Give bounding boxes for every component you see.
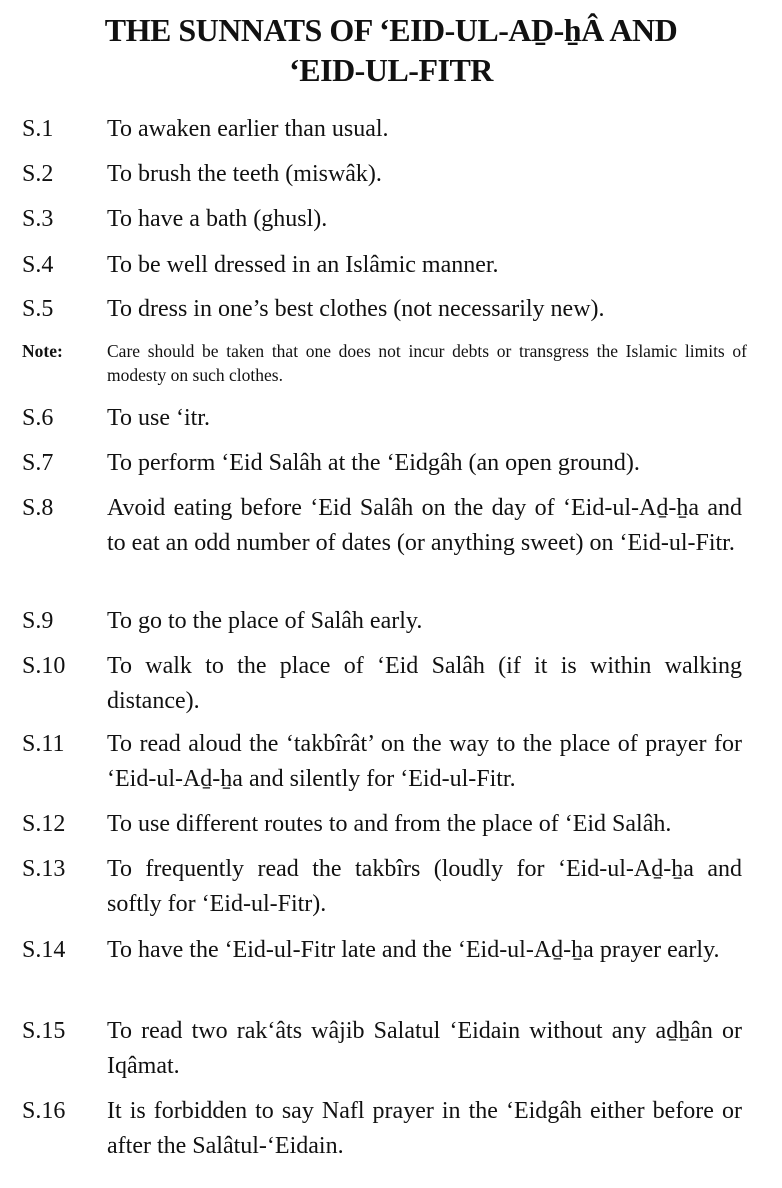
sunnat-item-8 bbox=[0, 491, 782, 561]
item-text: To go to the place of Salâh early. bbox=[107, 608, 423, 634]
sunnat-item-10 bbox=[0, 649, 782, 719]
item-number: S.14 bbox=[22, 937, 66, 963]
item-text: It is forbidden to say Nafl prayer in the ‘Eidgâh either before or after the Salâtul-‘Eidain. bbox=[107, 1098, 742, 1159]
item-text: To read aloud the ‘takbîrât’ on the way to the place of prayer for ‘Eid-ul-Aḏ-ẖa and silently for ‘Eid-ul-Fitr. bbox=[107, 731, 742, 792]
sunnat-item-4 bbox=[0, 248, 782, 283]
title-line-1: THE SUNNATS OF ‘EID-UL-AḎ-ẖÂ AND bbox=[104, 12, 678, 48]
sunnat-item-5 bbox=[0, 292, 782, 327]
item-text: To have the ‘Eid-ul-Fitr late and the ‘Eid-ul-Aḏ-ẖa prayer early. bbox=[107, 937, 720, 963]
item-number: S.8 bbox=[22, 495, 54, 521]
item-number: S.10 bbox=[22, 653, 66, 679]
sunnat-item-14 bbox=[0, 933, 782, 968]
sunnat-item-15 bbox=[0, 1014, 782, 1084]
item-text: To frequently read the takbîrs (loudly for ‘Eid-ul-Aḏ-ẖa and softly for ‘Eid-ul-Fitr). bbox=[107, 856, 742, 917]
sunnat-item-2 bbox=[0, 157, 782, 192]
sunnat-item-9 bbox=[0, 604, 782, 639]
sunnat-item-16 bbox=[0, 1094, 782, 1164]
item-text: To have a bath (ghusl). bbox=[107, 206, 328, 232]
item-number: S.2 bbox=[22, 161, 54, 187]
note-label: Note: bbox=[22, 341, 63, 361]
item-number: S.4 bbox=[22, 252, 54, 278]
sunnat-item-12 bbox=[0, 807, 782, 842]
title-line-2: ‘EID-UL-FITR bbox=[289, 52, 493, 88]
sunnat-item-11 bbox=[0, 727, 782, 797]
item-number: S.12 bbox=[22, 811, 66, 837]
item-number: S.5 bbox=[22, 296, 54, 322]
sunnat-item-13 bbox=[0, 852, 782, 922]
item-number: S.16 bbox=[22, 1098, 66, 1124]
sunnat-item-7 bbox=[0, 446, 782, 481]
item-number: S.6 bbox=[22, 405, 54, 431]
item-text: Avoid eating before ‘Eid Salâh on the day of ‘Eid-ul-Aḏ-ẖa and to eat an odd number of dates (or anything sweet) on ‘Eid-ul-Fitr. bbox=[107, 495, 742, 556]
item-text: To walk to the place of ‘Eid Salâh (if it is within walking distance). bbox=[107, 653, 742, 714]
item-text: To be well dressed in an Islâmic manner. bbox=[107, 252, 499, 278]
item-number: S.1 bbox=[22, 116, 54, 142]
sunnat-item-3 bbox=[0, 202, 782, 237]
item-number: S.11 bbox=[22, 731, 65, 757]
item-number: S.9 bbox=[22, 608, 54, 634]
item-number: S.3 bbox=[22, 206, 54, 232]
item-text: To use different routes to and from the place of ‘Eid Salâh. bbox=[107, 811, 672, 837]
item-number: S.13 bbox=[22, 856, 66, 882]
item-text: To awaken earlier than usual. bbox=[107, 116, 389, 142]
sunnat-item-6 bbox=[0, 401, 782, 436]
item-text: To brush the teeth (miswâk). bbox=[107, 161, 382, 187]
item-number: S.15 bbox=[22, 1018, 66, 1044]
item-number: S.7 bbox=[22, 450, 54, 476]
item-text: To read two rak‘âts wâjib Salatul ‘Eidain without any aḏẖân or Iqâmat. bbox=[107, 1018, 742, 1079]
note-text: Care should be taken that one does not incur debts or transgress the Islamic limits of modesty on such clothes. bbox=[107, 341, 747, 385]
item-text: To use ‘itr. bbox=[107, 405, 210, 431]
note bbox=[0, 339, 782, 387]
sunnat-item-1 bbox=[0, 112, 782, 147]
item-text: To perform ‘Eid Salâh at the ‘Eidgâh (an open ground). bbox=[107, 450, 640, 476]
item-text: To dress in one’s best clothes (not necessarily new). bbox=[107, 296, 605, 322]
page-title bbox=[0, 10, 782, 90]
